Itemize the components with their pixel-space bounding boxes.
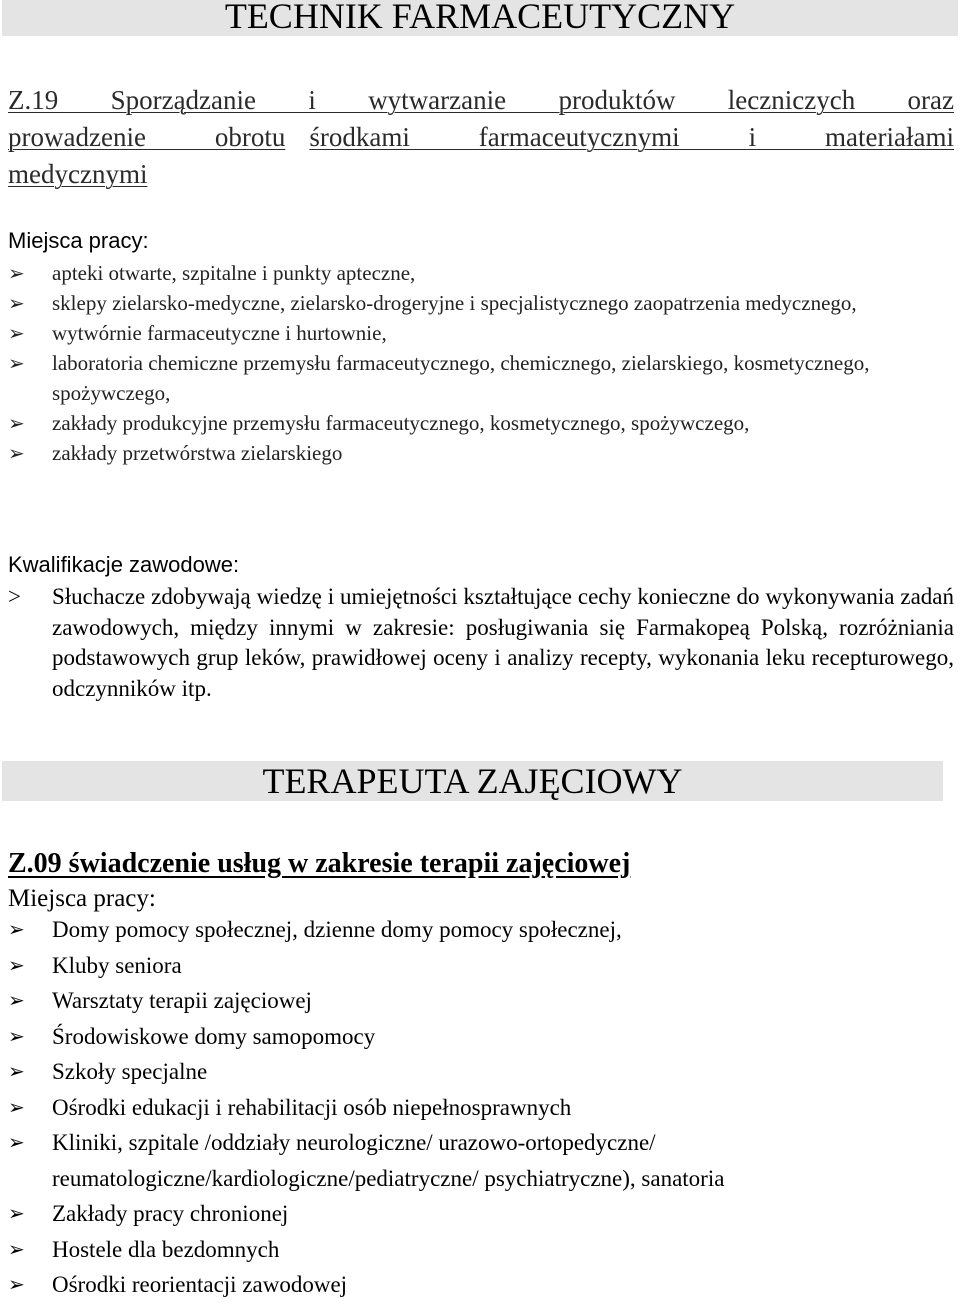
list-item-text: laboratoria chemiczne przemysłu farmaceutycznego, chemicznego, zielarskiego, kosmetycznego, spożywczego, [52,351,870,405]
list-item [8,258,954,288]
list-item [8,912,954,948]
list-item-text: Zakłady pracy chronionej [52,1201,289,1226]
qualifications-heading: Kwalifikacje zawodowe: [8,552,240,577]
arrow-bullet-icon: ➢ [8,321,25,345]
list-item [8,1090,954,1126]
list-item [8,348,954,408]
section-title: TECHNIK FARMACEUTYCZNY [224,0,736,36]
greater-than-icon: > [8,584,21,609]
list-item [8,983,954,1019]
list-item-text: Domy pomocy społecznej, dzienne domy pomocy społecznej, [52,917,622,942]
list-item [8,1054,954,1090]
section-title: TERAPEUTA ZAJĘCIOWY [262,761,683,801]
program-line-part: prowadzenie obrotu [8,122,286,152]
list-item-text: Środowiskowe domy samopomocy [52,1023,376,1049]
list-item-text: Ośrodki reorientacji zawodowej [52,1272,348,1297]
program-title-z19 [8,82,954,193]
list-item [8,1196,954,1232]
arrow-bullet-icon: ➢ [8,261,25,285]
list-item-text: sklepy zielarsko-medyczne, zielarsko-drogeryjne i specjalistycznego zaopatrzenia medycznego, [52,291,857,315]
list-item-text: Kliniki, szpitale /oddziały neurologiczne/ urazowo-ortopedyczne/ reumatologiczne/kardiologiczne/pediatryczne/ psychiatryczne), sanatoria [52,1130,725,1191]
list-item [8,408,954,438]
arrow-bullet-icon: ➢ [8,917,25,941]
arrow-bullet-icon: ➢ [8,1023,25,1048]
arrow-bullet-icon: ➢ [8,1130,25,1154]
workplaces-heading: Miejsca pracy: [8,885,156,912]
arrow-bullet-icon: ➢ [8,351,25,375]
program-line [8,119,954,156]
title-band-terapeuta [2,761,943,801]
workplaces-list [8,258,954,468]
list-item [8,948,954,984]
arrow-bullet-icon: ➢ [8,1236,25,1261]
qualifications-text: Słuchacze zdobywają wiedzę i umiejętności kształtujące cechy konieczne do wykonywania zadań zawodowych, między innymi w zakresie: posługiwania się Farmakopeą Polską, rozróżniania podstawowych grup leków, prawidłowej oceny i analizy recepty, wykonania leku recepturowego, odczynników itp. [52,584,954,701]
list-item-text: Szkoły specjalne [52,1059,208,1084]
list-item [8,288,954,318]
program-line: medycznymi [8,159,148,189]
list-item [8,1125,954,1196]
qualifications-paragraph [8,582,954,704]
list-item [8,318,954,348]
list-item-text: zakłady przetwórstwa zielarskiego [52,441,343,465]
list-item-text: Hostele dla bezdomnych [52,1236,280,1262]
arrow-bullet-icon: ➢ [8,988,25,1012]
program-title-z09: Z.09 świadczenie usług w zakresie terapii zajęciowej [8,848,631,879]
workplaces-heading: Miejsca pracy: [8,228,149,253]
list-item [8,1232,954,1268]
arrow-bullet-icon: ➢ [8,1059,25,1083]
title-band-technik [2,0,958,36]
arrow-bullet-icon: ➢ [8,1201,25,1225]
arrow-bullet-icon: ➢ [8,1272,25,1296]
list-item-text: wytwórnie farmaceutyczne i hurtownie, [52,321,387,345]
program-line: Z.19 Sporządzanie i wytwarzanie produktów leczniczych oraz [8,85,954,115]
workplaces-list [8,912,954,1303]
program-line-part: środkami farmaceutycznymi i materiałami [309,122,954,152]
arrow-bullet-icon: ➢ [8,441,25,465]
list-item [8,1267,954,1303]
arrow-bullet-icon: ➢ [8,411,25,435]
list-item-text: zakłady produkcyjne przemysłu farmaceutycznego, kosmetycznego, spożywczego, [52,411,750,435]
list-item-text: apteki otwarte, szpitalne i punkty apteczne, [52,261,416,285]
arrow-bullet-icon: ➢ [8,952,25,977]
list-item [8,438,954,468]
list-item-text: Warsztaty terapii zajęciowej [52,988,312,1013]
arrow-bullet-icon: ➢ [8,1094,25,1119]
list-item-text: Kluby seniora [52,952,182,978]
list-item-text: Ośrodki edukacji i rehabilitacji osób niepełnosprawnych [52,1094,572,1120]
arrow-bullet-icon: ➢ [8,291,25,315]
list-item [8,1019,954,1055]
